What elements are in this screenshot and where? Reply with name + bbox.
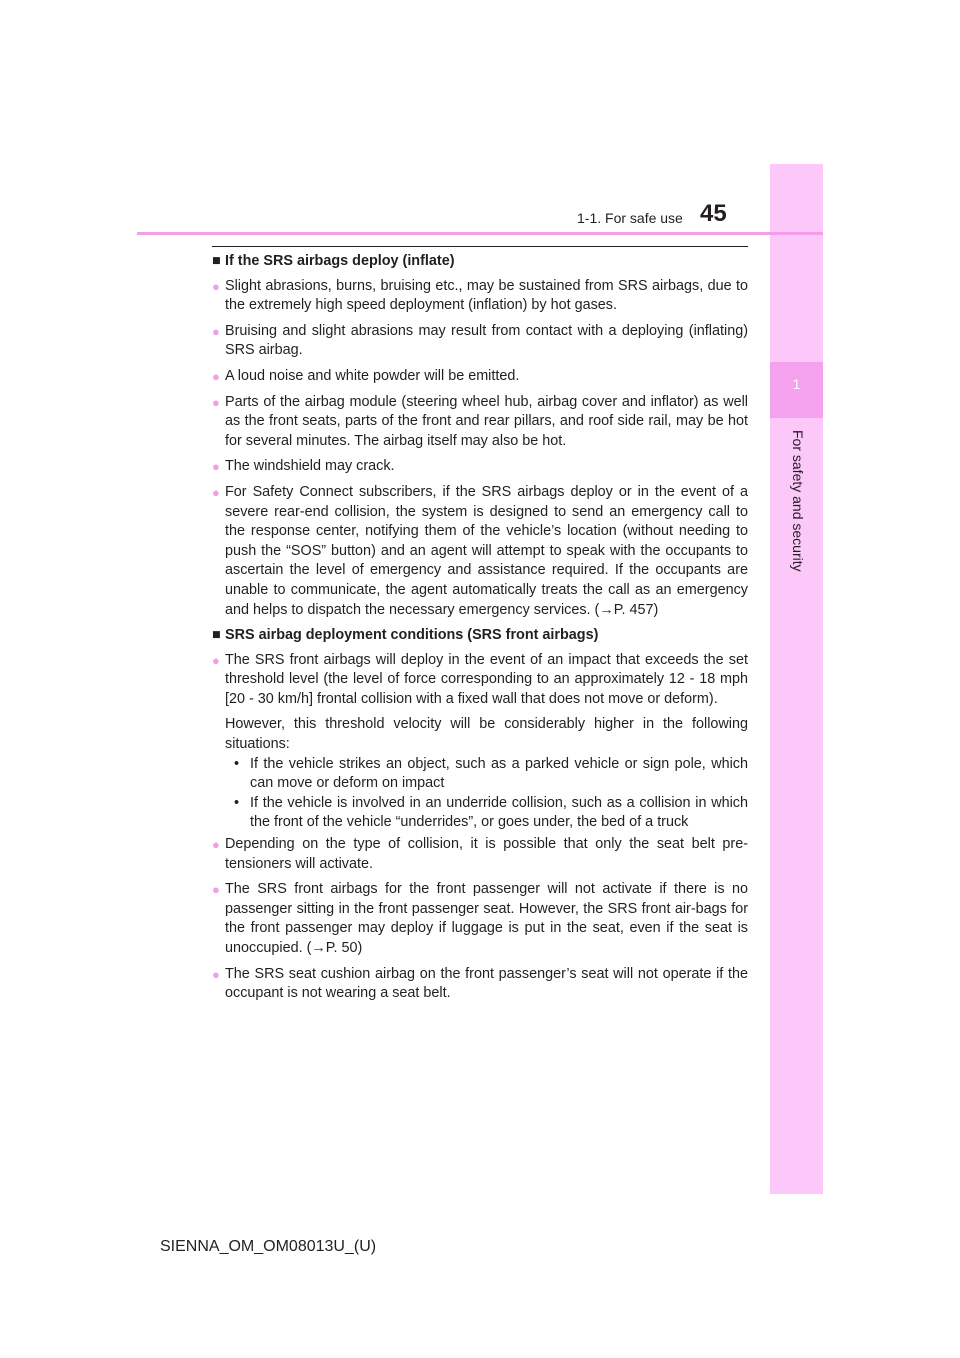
page-number: 45 bbox=[700, 200, 727, 227]
circle-bullet-icon: ● bbox=[212, 323, 220, 339]
circle-bullet-icon: ● bbox=[212, 278, 220, 294]
list-item: ● The SRS front airbags for the front passenger will not activate if there is no passenger sitting in the front passenger seat. However, the SRS front air-bags for the front passenger may deploy if luggage is put in the seat, even if the seat is unoccupied. (→P. 50) bbox=[212, 880, 748, 958]
circle-bullet-icon: ● bbox=[212, 966, 220, 982]
section-title: 1-1. For safe use bbox=[577, 210, 683, 226]
dot-bullet-icon: • bbox=[234, 794, 240, 811]
page-content bbox=[212, 252, 748, 1010]
content-rule bbox=[212, 246, 748, 247]
chapter-sidebar bbox=[770, 164, 823, 1194]
threshold-paragraph: However, this threshold velocity will be considerably higher in the following situations: bbox=[225, 716, 748, 753]
heading-text: If the SRS airbags deploy (inflate) bbox=[225, 253, 455, 269]
list-item: ● A loud noise and white powder will be emitted. bbox=[212, 367, 748, 387]
list-item: ● The SRS seat cushion airbag on the front passenger’s seat will not operate if the occupant is not wearing a seat belt. bbox=[212, 965, 748, 1004]
square-bullet-icon: ■ bbox=[212, 627, 221, 644]
circle-bullet-icon: ● bbox=[212, 394, 220, 410]
circle-bullet-icon: ● bbox=[212, 484, 220, 500]
header-rule bbox=[137, 232, 823, 235]
square-bullet-icon: ■ bbox=[212, 253, 221, 269]
circle-bullet-icon: ● bbox=[212, 368, 220, 384]
chapter-number: 1 bbox=[792, 376, 801, 392]
list-item: ● Depending on the type of collision, it is possible that only the seat belt pre-tensioners will activate. bbox=[212, 835, 748, 874]
heading-text: SRS airbag deployment conditions (SRS front airbags) bbox=[225, 627, 599, 644]
circle-bullet-icon: ● bbox=[212, 652, 220, 668]
circle-bullet-icon: ● bbox=[212, 882, 220, 898]
circle-bullet-icon: ● bbox=[212, 459, 220, 475]
list-item: ● Parts of the airbag module (steering wheel hub, airbag cover and inflator) as well as the front seats, parts of the front and rear pillars, and roof side rail, may be hot for several minutes. The airbag itself may also be hot. bbox=[212, 393, 748, 452]
sub-list-item: • If the vehicle strikes an object, such as a parked vehicle or sign pole, which can move or deform on impact bbox=[234, 755, 748, 794]
list-item: ● Slight abrasions, burns, bruising etc., may be sustained from SRS airbags, due to the extremely high speed deployment (inflation) by hot gases. bbox=[212, 277, 748, 316]
list-item bbox=[212, 483, 748, 620]
document-code: SIENNA_OM_OM08013U_(U) bbox=[160, 1238, 377, 1255]
section-heading bbox=[212, 252, 748, 272]
list-item: ● Bruising and slight abrasions may result from contact with a deploying (inflating) SRS airbag. bbox=[212, 322, 748, 361]
list-item: ● The windshield may crack. bbox=[212, 457, 748, 477]
circle-bullet-icon: ● bbox=[212, 837, 220, 853]
section-heading bbox=[212, 626, 748, 646]
sub-list-item: • If the vehicle is involved in an underride collision, such as a collision in which the front of the vehicle “underrides”, or goes under, the bed of a truck bbox=[234, 794, 748, 833]
dot-bullet-icon: • bbox=[234, 755, 240, 772]
list-item: ● The SRS front airbags will deploy in the event of an impact that exceeds the set threshold level (the level of force corresponding to an approximately 12 - 18 mph [20 - 30 km/h] frontal collision with a fixed wall that does not move or deform). bbox=[212, 651, 748, 710]
safety-connect-text: For Safety Connect subscribers, if the SRS airbags deploy or in the event of a severe rear-end collision, the system is designed to send an emergency call to the response center, notifying them of the vehicle’s location (without needing to push the “SOS” button) and an agent will attempt to speak with the occupants to ascertain the level of emergency and assistance required. If the occupants are unable to communicate, the agent automatically treats the call as an emergency and helps to dispatch the necessary emergency services. (→P. 457) bbox=[225, 483, 748, 618]
chapter-title: For safety and security bbox=[790, 430, 806, 572]
